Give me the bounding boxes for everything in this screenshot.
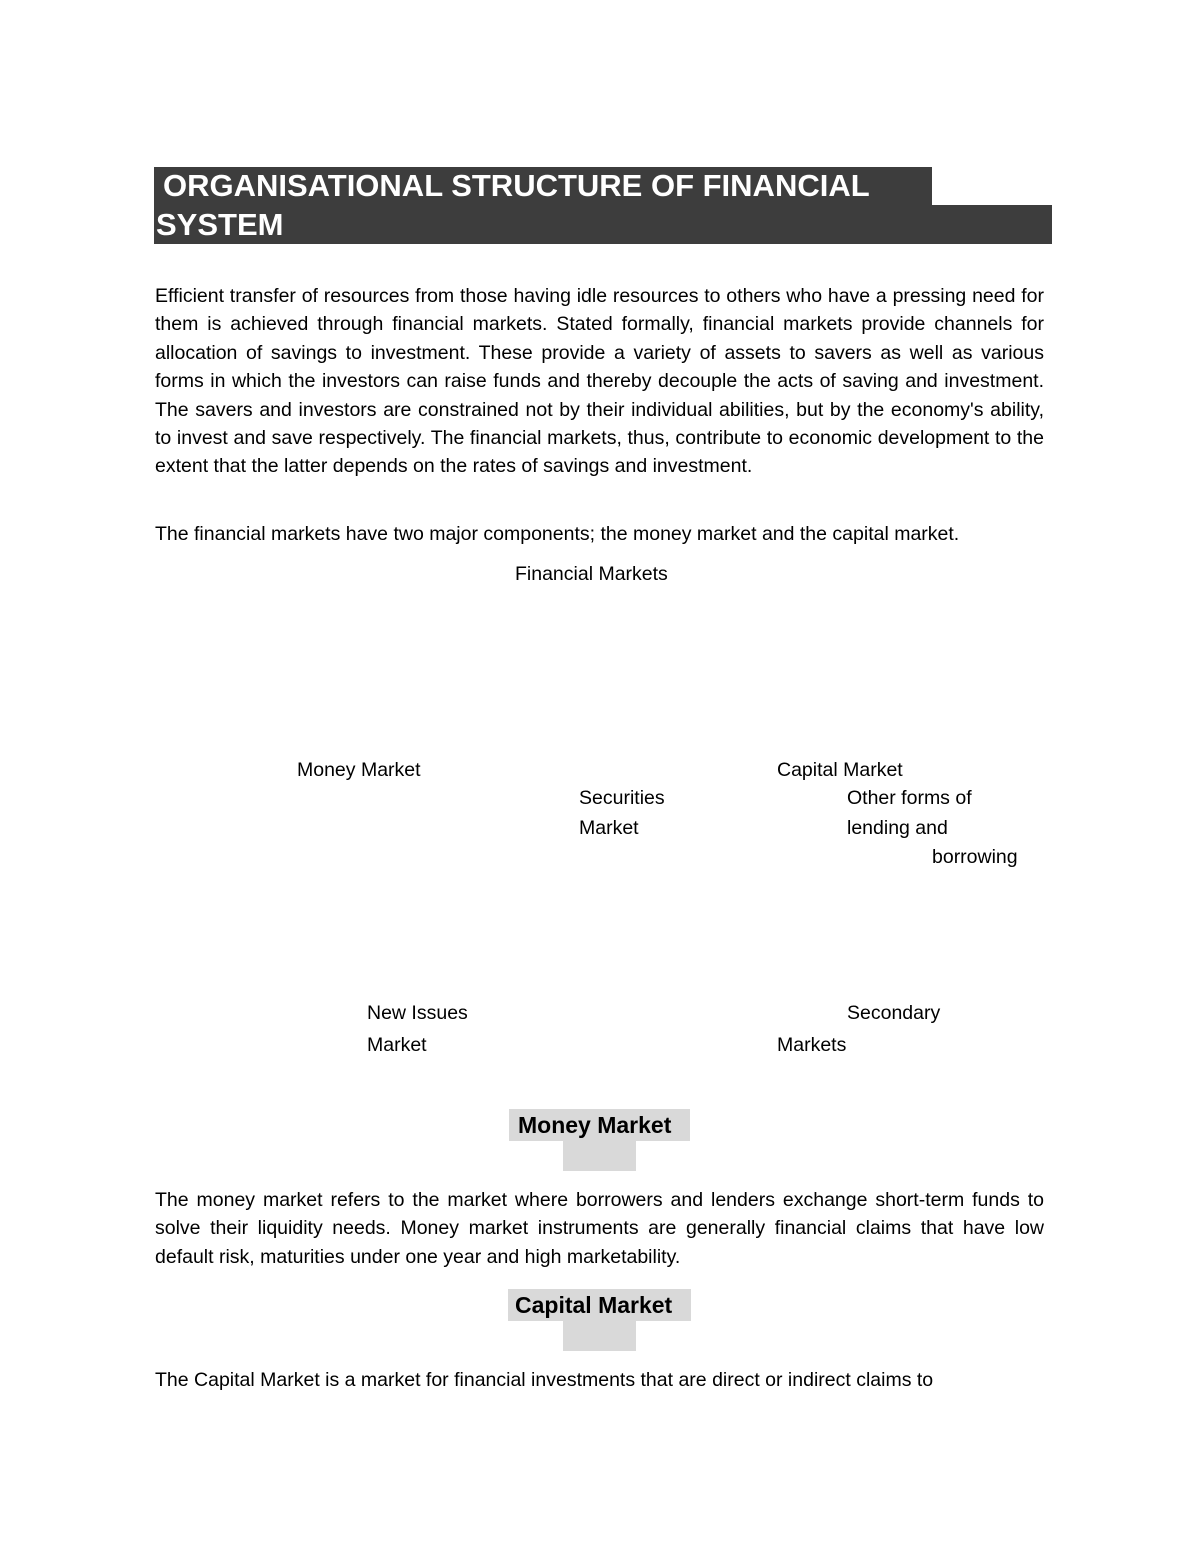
money-market-heading: Money Market: [518, 1112, 672, 1138]
money-market-heading-bg-tab: [563, 1141, 636, 1171]
capital-market-heading-bg-tab: [563, 1321, 636, 1351]
diagram-root-label: Financial Markets: [515, 563, 668, 585]
diagram-money-market-label: Money Market: [297, 759, 421, 781]
page-title-line1: ORGANISATIONAL STRUCTURE OF FINANCIAL: [163, 168, 870, 203]
components-sentence: The financial markets have two major components; the money market and the capital market.: [155, 523, 960, 545]
diagram-secondary-line1: Secondary: [847, 1002, 941, 1024]
diagram-securities-market-line2: Market: [579, 817, 639, 839]
diagram-securities-market-line1: Securities: [579, 787, 665, 809]
diagram-new-issues-line2: Market: [367, 1034, 427, 1056]
capital-market-heading: Capital Market: [515, 1292, 673, 1318]
diagram-other-forms-line1: Other forms of: [847, 787, 972, 809]
diagram-capital-market-label: Capital Market: [777, 759, 903, 781]
intro-paragraph: Efficient transfer of resources from those having idle resources to others who have a pressing need for them is achieved through financial markets. Stated formally, financial markets provide channels for allocation of savings to investment. These provide a variety of assets to savers as well as various forms in which the investors can raise funds and thereby decouple the acts of saving and investment. The savers and investors are constrained not by their individual abilities, but by the economy's ability, to invest and save respectively. The financial markets, thus, contribute to economic development to the extent that the latter depends on the rates of savings and investment.: [155, 285, 1044, 478]
diagram-secondary-line2: Markets: [777, 1034, 847, 1056]
money-market-paragraph: The money market refers to the market where borrowers and lenders exchange short-term funds to solve their liquidity needs. Money market instruments are generally financial claims that have low default risk, maturities under one year and high marketability.: [155, 1189, 1044, 1268]
diagram-new-issues-line1: New Issues: [367, 1002, 468, 1024]
diagram-other-forms-line3: borrowing: [932, 846, 1018, 868]
diagram-other-forms-line2: lending and: [847, 817, 948, 839]
title-background-bottom: [154, 205, 1052, 244]
capital-market-paragraph: The Capital Market is a market for financial investments that are direct or indirect claims to: [155, 1369, 934, 1391]
page-title-line2: SYSTEM: [156, 207, 284, 242]
